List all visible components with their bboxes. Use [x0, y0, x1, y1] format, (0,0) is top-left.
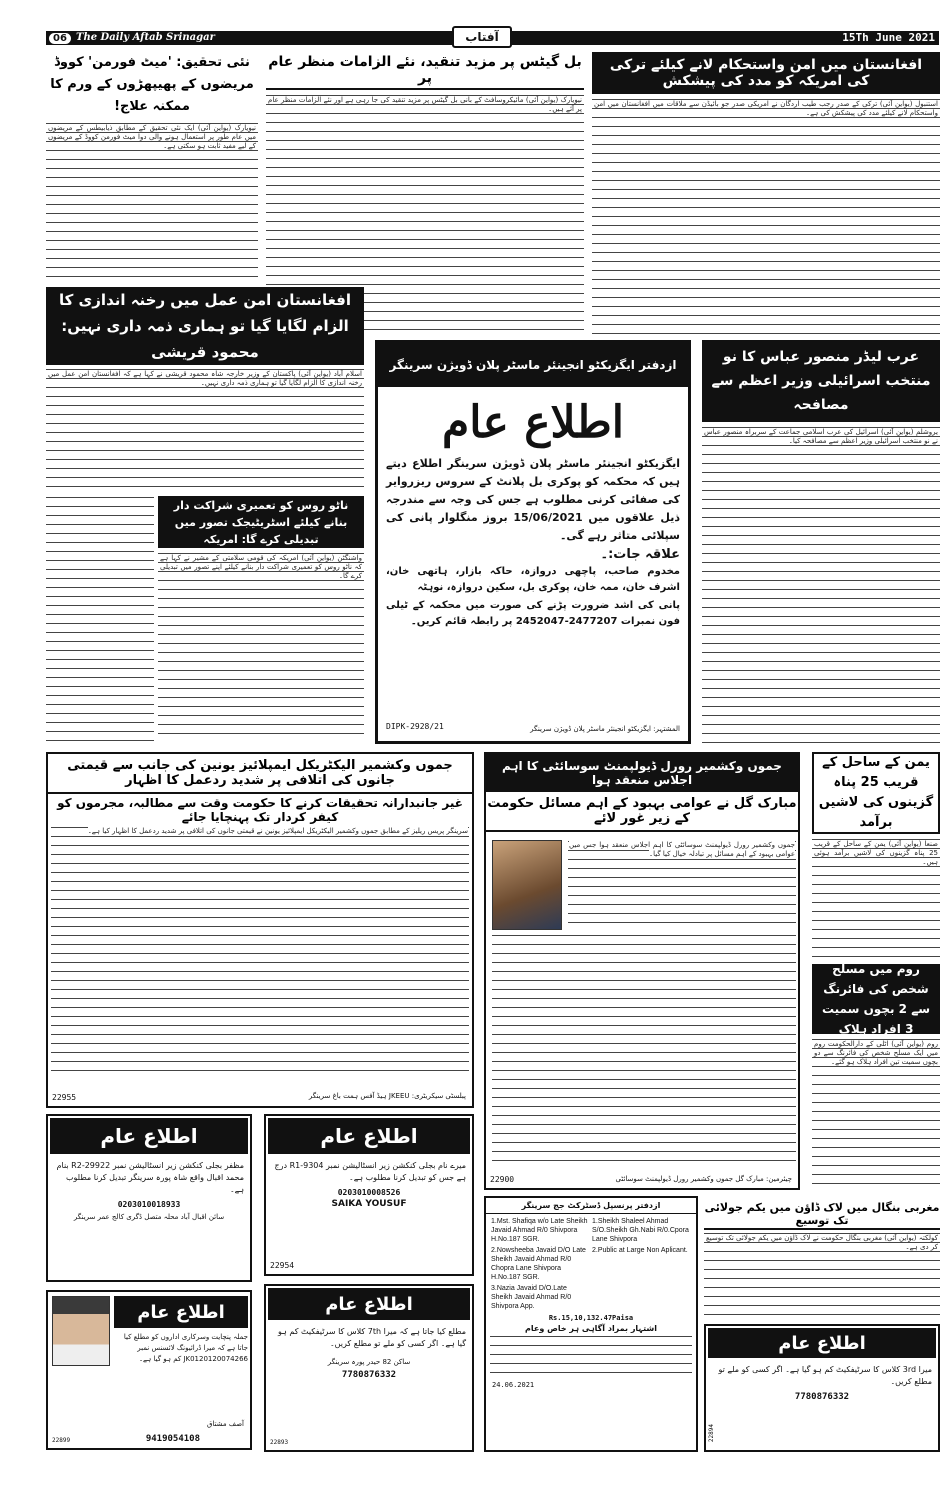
headline-jk-electrical: جموں وکشمیر الیکٹریکل ایمپلائیز یونین کی جانب سے قیمتی جانوں کی اتلافی پر شدید ردعمل کا اظہار — [48, 754, 472, 794]
notice-4-phone: 7780876332 — [341, 1370, 397, 1380]
court-party: 1.Mst. Shafiqa w/o Late Sheikh Javaid Ahmad R/0 Shivpora H.No.187 SGR. — [491, 1218, 588, 1243]
rural-dev-code: 22900 — [490, 1175, 515, 1184]
court-notice-date: 24.06.2021 — [492, 1381, 535, 1389]
jk-electrical-footer: پبلسٹی سیکریٹری: JKEEU ہیڈ آفس ہمت باغ سرینگر — [308, 1092, 466, 1100]
notice-3-signature: آصف مشتاق — [206, 1420, 244, 1428]
court-party: 1.Sheikh Shaleel Ahmad S/O.Sheikh Gh.Nabi R/0.Cpora Lane Shivpora — [592, 1218, 689, 1243]
court-party: 2.Nowsheeba Javaid D/O Late Sheikh Javaid Ahmad R/0 Chopra Lane Shivpora H.No.187 SGR. — [491, 1247, 586, 1281]
story-rome: روم (یواین آئی) اٹلی کے دارالحکومت روم میں ایک مسلح شخص کی فائرنگ سے دو بچوں سمیت تین افراد ہلاک ہو گئے۔ — [812, 1038, 940, 1190]
headline-rome: روم میں مسلح شخص کی فائرنگ سے 2 بچوں سمیت 3 افراد ہلاک — [812, 964, 940, 1034]
notice-4 — [264, 1284, 474, 1452]
main-notice-body: ایگزیکٹو انجینئر ماسٹر پلان ڈویژن سرینگر اطلاع دیتے ہیں کہ محکمہ کو پوکری بل پلانٹ کے سروس ریزروایر کی صفائی کرنی مطلوب ہے جس کی وجہ سے مندرجہ ذیل علاقوں میں 15/06/2021 بروز منگلوار پانی کی سپلائی متاثر رہے گی۔ — [386, 457, 681, 542]
main-notice-areas-label: علاقہ جات:۔ — [600, 547, 680, 562]
subhead-jk-electrical: غیر جانبدارانہ تحقیقات کرنے کا حکومت وقت سے مطالبہ، مجرموں کو کیفر کردار تک پہنچایا جائے — [48, 794, 472, 826]
story-jk-electrical: سرینگر پریس ریلیز کے مطابق جموں وکشمیر الیکٹریکل ایمپلائیز یونین نے قیمتی جانوں کی اتلافی پر شدید ردعمل کا اظہار کیا ہے۔ — [51, 826, 469, 1076]
notice-4-signature: ساکن 82 حیدر پورہ سرینگر — [327, 1358, 411, 1366]
notice-5-code: 22894 — [708, 1423, 715, 1442]
notice-4-code: 22893 — [270, 1439, 289, 1446]
court-party: 3.Nazia Javaid D/O.Late Sheikh Javaid Ahmad R/0 Shivpora App. — [491, 1285, 572, 1310]
court-notice-caption: اشتہار بمراد آگاہی ہر خاص وعام — [525, 1324, 657, 1333]
notice-3 — [46, 1290, 252, 1450]
paper-logo: آفتاب — [452, 26, 512, 48]
headline-rural-dev: جموں وکشمیر رورل ڈیولپمنٹ سوسائٹی کا اہم اجلاس منعقد ہوا — [486, 754, 798, 792]
headline-afghan-peace: افغانستان میں امن واستحکام لانے کیلئے ترکی کی امریکہ کو مدد کی پیشکش — [592, 52, 940, 94]
notice-2-body: میرے نام بجلی کنکشن زیر انسٹالیشن نمبر R1-9304 درج ہے جس کو تبدیل کرنا مطلوب ہے۔ — [274, 1161, 466, 1182]
story-rural-dev-box — [484, 752, 800, 1190]
notice-1 — [46, 1114, 252, 1282]
headline-yemen: یمن کے ساحل کے قریب 25 پناہ گزینوں کی لاشیں برآمد — [812, 752, 940, 834]
notice-3-photo — [52, 1296, 110, 1366]
notice-4-title: اطلاع عام — [268, 1288, 470, 1320]
story-arab-leader: یروشلم (یواین آئی) اسرائیل کی عرب اسلامی جماعت کے سربراہ منصور عباس نے نو منتخب اسرائیلی وزیر اعظم سے مصافحہ کیا۔ — [702, 426, 940, 744]
jk-electrical-code: 22955 — [52, 1093, 77, 1102]
headline-bengal: مغربی بنگال میں لاک ڈاؤن میں یکم جولائی تک توسیع — [704, 1200, 940, 1230]
story-nato-side — [46, 496, 154, 742]
story-rural-dev: جموں وکشمیر رورل ڈیولپمنٹ سوسائٹی کا اہم اجلاس منعقد ہوا جس میں عوامی بہبود کے اہم مسائل پر تبادلہ خیال کیا گیا۔ — [568, 840, 796, 930]
notice-2-signature: SAIKA YOUSUF — [331, 1199, 407, 1209]
story-afghan-blame: اسلام آباد (یواین آئی) پاکستان کے وزیر خارجہ شاہ محمود قریشی نے کہا ہے کہ افغانستان امن عمل میں رخنہ اندازی کا الزام لگایا گیا تو ہماری ذمہ داری نہیں۔ — [46, 368, 364, 494]
headline-metformin: نئی تحقیق: 'میٹ فورمن' کووڈ مریضوں کے پھیپھڑوں کے ورم کا ممکنہ علاج! — [46, 52, 258, 118]
story-afghan-peace: استنبول (یواین آئی) ترکی کے صدر رجب طیب اردگان نے امریکی صدر جو بائیڈن سے ملاقات میں افغانستان میں امن واستحکام لانے کیلئے مدد کی پیشکش کی ہے۔ — [592, 98, 940, 336]
rural-dev-footer: چیئرمین: مبارک گل جموں وکشمیر رورل ڈیولپمنٹ سوسائٹی — [615, 1175, 792, 1183]
story-rural-dev-continued — [492, 934, 796, 1164]
story-bengal: کولکتہ (یواین آئی) مغربی بنگال حکومت نے لاک ڈاؤن میں یکم جولائی تک توسیع کر دی ہے۔ — [704, 1232, 940, 1320]
notice-3-body: جملہ پنچایت وسرکاری اداروں کو مطلع کیا جاتا ہے کہ میرا ڈرائیونگ لائسنس نمبر JK0120120074266 کم ہو گیا ہے۔ — [123, 1333, 248, 1363]
notice-1-id: 0203010018933 — [117, 1200, 181, 1209]
story-jk-electrical-box — [46, 752, 474, 1108]
story-metformin: نیویارک (یواین آئی) ایک نئی تحقیق کے مطابق ذیابیطس کے مریضوں میں عام طور پر استعمال ہونے والی دوا میٹ فورمن کووڈ کے مریضوں کے لیے مفید ثابت ہو سکتی ہے۔ — [46, 122, 258, 282]
main-notice — [375, 340, 691, 744]
notice-5-body: میرا 3rd کلاس کا سرٹیفکیٹ کم ہو گیا ہے۔ اگر کسی کو ملے تو مطلع کریں۔ — [718, 1365, 932, 1386]
notice-5-phone: 7780876332 — [794, 1392, 850, 1402]
headline-arab-leader: عرب لیڈر منصور عباس کا نو منتخب اسرائیلی وزیر اعظم سے مصافحہ — [702, 340, 940, 422]
court-notice-parties — [486, 1214, 696, 1314]
court-party: 2.Public at Large Non Aplicant. — [592, 1247, 688, 1254]
story-yemen: صنعا (یواین آئی) یمن کے ساحل کے قریب 25 پناہ گزینوں کی لاشیں برآمد ہوئی ہیں۔ — [812, 838, 940, 960]
headline-afghan-blame: افغانستان امن عمل میں رخنہ اندازی کا الزام لگایا گیا تو ہماری ذمہ داری نہیں: محمود قریشی — [46, 287, 364, 365]
notice-3-title: اطلاع عام — [114, 1296, 248, 1328]
subhead-rural-dev: مبارک گل نے عوامی بہبود کے اہم مسائل حکومت کے زیر غور لائے — [486, 792, 798, 832]
main-notice-signature: المشتہر: ایگزیکٹو انجینئر ماسٹر پلان ڈویژن سرینگر — [530, 725, 680, 733]
main-notice-code: DIPK-2928/21 — [386, 722, 444, 731]
notice-1-body: مظفر بجلی کنکشن زیر انسٹالیشن نمبر R2-29922 بنام محمد اقبال واقع شاہ پورہ سرینگر تبدیل کرنا مطلوب ہے۔ — [56, 1161, 244, 1194]
story-nato: واشنگٹن (یواین آئی) امریکہ کی قومی سلامتی کے مشیر نے کہا ہے کہ ناٹو روس کو تعمیری شراکت دار بنانے کیلئے اپنے تصور میں تبدیلی کرے گا۔ — [158, 552, 364, 742]
court-notice-header: ازدفتر پرنسپل ڈسٹرکٹ جج سرینگر — [486, 1198, 696, 1214]
main-notice-contact: پانی کی اشد ضرورت پڑنے کی صورت میں محکمہ کے ٹیلی فون نمبرات 2477207-2452047 پر رابطہ قائم کریں۔ — [386, 600, 680, 627]
notice-3-phone: 9419054108 — [145, 1434, 200, 1444]
paper-name: The Daily Aftab Srinagar — [76, 32, 215, 43]
court-notice-body — [490, 1335, 692, 1379]
headline-nato: ناٹو روس کو تعمیری شراکت دار بنانے کیلئے اسٹریٹیجک تصور میں تبدیلی کرے گا: امریکہ — [158, 496, 364, 548]
issue-date: 15Th June 2021 — [842, 31, 935, 44]
notice-2-code: 22954 — [270, 1261, 295, 1270]
notice-4-body: مطلع کیا جاتا ہے کہ میرا 7th کلاس کا سرٹیفکیٹ کم ہو گیا ہے۔ اگر کسی کو ملے تو مطلع کریں۔ — [278, 1327, 466, 1348]
notice-1-title: اطلاع عام — [50, 1118, 248, 1154]
main-notice-areas: مخدوم صاحب، پاچھی دروازہ، حاکہ بازار، ہاتھی خان، اشرف خان، ممہ خان، پوکری بل، سکین دروازہ، نوہٹہ — [386, 566, 680, 593]
notice-5 — [704, 1324, 940, 1452]
notice-3-code: 22899 — [52, 1437, 71, 1444]
main-notice-header: ازدفتر ایگزیکٹو انجینئر ماسٹر پلان ڈویژن سرینگر — [378, 343, 688, 387]
notice-2-title: اطلاع عام — [268, 1118, 470, 1154]
person-photo — [492, 840, 562, 930]
notice-1-signature: سائن اقبال آباد محلہ متصل ڈگری کالج عمر سرینگر — [73, 1213, 225, 1221]
notice-2 — [264, 1114, 474, 1276]
notice-5-title: اطلاع عام — [708, 1328, 936, 1358]
main-notice-title: اطلاع عام — [442, 397, 624, 448]
court-notice-amount: Rs.15,10,132.47Paisa — [548, 1314, 634, 1322]
court-notice — [484, 1196, 698, 1452]
page-number-badge: 06 — [48, 32, 72, 45]
notice-2-id: 0203010008526 — [337, 1188, 401, 1197]
headline-bill-gates: بل گیٹس پر مزید تنقید، نئے الزامات منظر عام پر — [266, 52, 584, 90]
story-bill-gates: نیویارک (یواین آئی) مائیکروسافٹ کے بانی بل گیٹس پر مزید تنقید کی جا رہی ہے اور نئے الزامات منظر عام پر آئے ہیں۔ — [266, 94, 584, 336]
